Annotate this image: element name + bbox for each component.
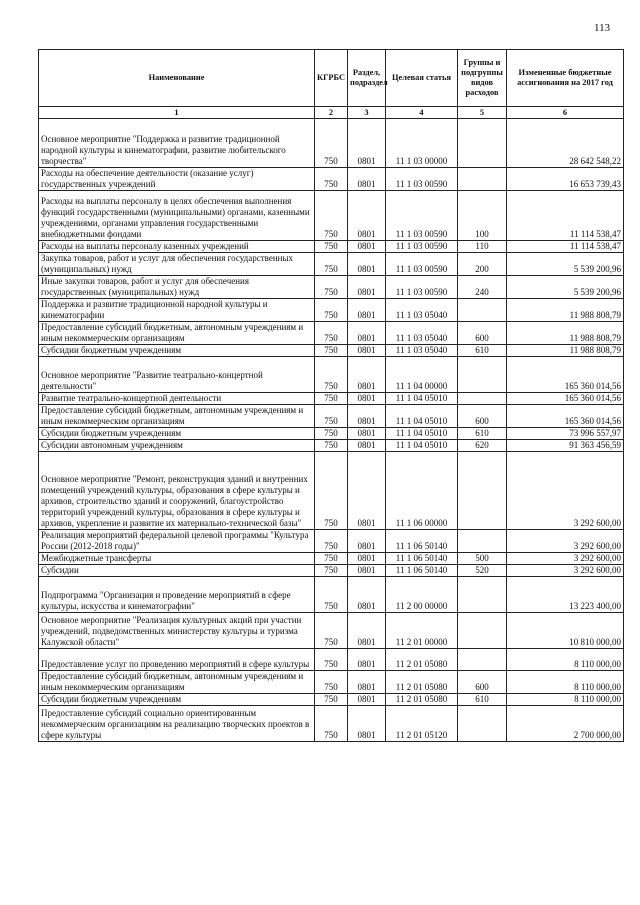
table-row	[39, 530, 624, 553]
row-name: Основное мероприятие "Реализация культурных акций при участии учреждений, подведомственных министерству культуры и туризма Калужской области"	[39, 613, 315, 649]
row-amount: 11 988 808,79	[507, 322, 624, 345]
row-amount: 28 642 548,22	[507, 119, 624, 168]
row-section: 0801	[348, 276, 386, 299]
row-amount: 11 114 538,47	[507, 191, 624, 241]
row-target: 11 1 03 00590	[386, 168, 458, 191]
row-name: Предоставление субсидий бюджетным, автономным учреждениям и иным некоммерческим организациям	[39, 405, 315, 428]
row-group: 520	[458, 565, 507, 577]
row-group	[458, 706, 507, 742]
row-section: 0801	[348, 428, 386, 440]
row-name: Поддержка и развитие традиционной народной культуры и кинематографии	[39, 299, 315, 322]
row-amount: 165 360 014,56	[507, 405, 624, 428]
row-kgrbs: 750	[315, 452, 348, 530]
row-kgrbs: 750	[315, 253, 348, 276]
table-row	[39, 706, 624, 742]
row-kgrbs: 750	[315, 613, 348, 649]
row-amount: 73 996 557,97	[507, 428, 624, 440]
row-kgrbs: 750	[315, 671, 348, 694]
table-row	[39, 393, 624, 405]
table-row	[39, 694, 624, 706]
table-row	[39, 553, 624, 565]
row-section: 0801	[348, 357, 386, 393]
row-group	[458, 649, 507, 671]
row-amount: 8 110 000,00	[507, 694, 624, 706]
row-target: 11 1 03 05040	[386, 345, 458, 357]
row-kgrbs: 750	[315, 393, 348, 405]
row-name: Предоставление субсидий социально ориентированным некоммерческим организациям на реализацию творческих проектов в сфере культуры	[39, 706, 315, 742]
row-section: 0801	[348, 530, 386, 553]
row-section: 0801	[348, 694, 386, 706]
row-section: 0801	[348, 405, 386, 428]
table-row	[39, 345, 624, 357]
row-amount: 165 360 014,56	[507, 357, 624, 393]
row-target: 11 1 03 05040	[386, 322, 458, 345]
row-group: 600	[458, 322, 507, 345]
row-name: Субсидии бюджетным учреждениям	[39, 345, 315, 357]
row-group	[458, 168, 507, 191]
row-group: 240	[458, 276, 507, 299]
row-group	[458, 452, 507, 530]
table-row	[39, 671, 624, 694]
row-amount: 11 988 808,79	[507, 345, 624, 357]
row-name: Расходы на выплаты персоналу казенных учреждений	[39, 241, 315, 253]
row-section: 0801	[348, 577, 386, 613]
row-name: Субсидии бюджетным учреждениям	[39, 428, 315, 440]
row-kgrbs: 750	[315, 357, 348, 393]
row-section: 0801	[348, 241, 386, 253]
row-group	[458, 530, 507, 553]
row-target: 11 1 04 05010	[386, 440, 458, 452]
row-group	[458, 577, 507, 613]
row-target: 11 1 06 50140	[386, 530, 458, 553]
row-kgrbs: 750	[315, 530, 348, 553]
row-section: 0801	[348, 253, 386, 276]
column-number-row	[39, 107, 624, 119]
row-section: 0801	[348, 345, 386, 357]
row-group: 610	[458, 694, 507, 706]
row-amount: 8 110 000,00	[507, 671, 624, 694]
header-name: Наименование	[39, 50, 315, 107]
row-target: 11 1 03 00590	[386, 191, 458, 241]
budget-table	[38, 49, 624, 742]
row-kgrbs: 750	[315, 119, 348, 168]
table-row	[39, 357, 624, 393]
row-target: 11 2 01 05080	[386, 694, 458, 706]
row-name: Закупка товаров, работ и услуг для обеспечения государственных (муниципальных) нужд	[39, 253, 315, 276]
table-row	[39, 613, 624, 649]
table-row	[39, 241, 624, 253]
row-name: Расходы на обеспечение деятельности (оказание услуг) государственных учреждений	[39, 168, 315, 191]
row-amount: 11 114 538,47	[507, 241, 624, 253]
column-number: 2	[315, 107, 348, 119]
table-row	[39, 276, 624, 299]
row-amount: 2 700 000,00	[507, 706, 624, 742]
row-name: Основное мероприятие "Развитие театрально-концертной деятельности"	[39, 357, 315, 393]
header-section: Раздел, подраздел	[348, 50, 386, 107]
row-kgrbs: 750	[315, 694, 348, 706]
row-kgrbs: 750	[315, 553, 348, 565]
table-row	[39, 168, 624, 191]
row-kgrbs: 750	[315, 706, 348, 742]
row-target: 11 2 00 00000	[386, 577, 458, 613]
row-section: 0801	[348, 393, 386, 405]
table-body	[39, 119, 624, 742]
row-target: 11 1 03 00590	[386, 253, 458, 276]
row-target: 11 1 04 05010	[386, 393, 458, 405]
row-target: 11 2 01 05080	[386, 671, 458, 694]
row-target: 11 1 03 05040	[386, 299, 458, 322]
row-amount: 10 810 000,00	[507, 613, 624, 649]
row-amount: 165 360 014,56	[507, 393, 624, 405]
row-name: Субсидии автономным учреждениям	[39, 440, 315, 452]
table-row	[39, 322, 624, 345]
row-group: 610	[458, 428, 507, 440]
row-group	[458, 299, 507, 322]
row-amount: 3 292 600,00	[507, 553, 624, 565]
row-amount: 91 363 456,59	[507, 440, 624, 452]
row-section: 0801	[348, 671, 386, 694]
column-number: 6	[507, 107, 624, 119]
row-name: Субсидии бюджетным учреждениям	[39, 694, 315, 706]
row-group: 110	[458, 241, 507, 253]
row-name: Расходы на выплаты персоналу в целях обеспечения выполнения функций государственными (муниципальными) органами, казенными учреждениями, органами управления государственными внебюджетными фондами	[39, 191, 315, 241]
row-name: Основное мероприятие "Поддержка и развитие традиционной народной культуры и кинематографии, развитие любительского творчества"	[39, 119, 315, 168]
row-target: 11 2 01 00000	[386, 613, 458, 649]
row-kgrbs: 750	[315, 577, 348, 613]
row-name: Реализация мероприятий федеральной целевой программы "Культура России (2012-2018 годы)"	[39, 530, 315, 553]
row-section: 0801	[348, 452, 386, 530]
row-name: Субсидии	[39, 565, 315, 577]
row-section: 0801	[348, 299, 386, 322]
header-kgrbs: КГРБС	[315, 50, 348, 107]
column-number: 1	[39, 107, 315, 119]
row-amount: 3 292 600,00	[507, 565, 624, 577]
row-kgrbs: 750	[315, 405, 348, 428]
table-row	[39, 299, 624, 322]
table-row	[39, 452, 624, 530]
column-number: 3	[348, 107, 386, 119]
row-group: 600	[458, 405, 507, 428]
row-section: 0801	[348, 191, 386, 241]
row-kgrbs: 750	[315, 345, 348, 357]
row-amount: 16 653 739,43	[507, 168, 624, 191]
row-kgrbs: 750	[315, 168, 348, 191]
row-amount: 13 223 400,00	[507, 577, 624, 613]
header-groups: Группы и подгруппы видов расходов	[458, 50, 507, 107]
row-kgrbs: 750	[315, 649, 348, 671]
row-section: 0801	[348, 322, 386, 345]
table-row	[39, 565, 624, 577]
row-group: 200	[458, 253, 507, 276]
row-amount: 3 292 600,00	[507, 530, 624, 553]
header-target: Целевая статья	[386, 50, 458, 107]
row-group: 600	[458, 671, 507, 694]
row-section: 0801	[348, 565, 386, 577]
row-kgrbs: 750	[315, 241, 348, 253]
column-number: 5	[458, 107, 507, 119]
table-row	[39, 440, 624, 452]
row-kgrbs: 750	[315, 428, 348, 440]
header-amount: Измененные бюджетные ассигнования на 2017 год	[507, 50, 624, 107]
row-section: 0801	[348, 706, 386, 742]
row-group	[458, 357, 507, 393]
row-group	[458, 393, 507, 405]
header-row	[39, 50, 624, 107]
column-number: 4	[386, 107, 458, 119]
row-name: Межбюджетные трансферты	[39, 553, 315, 565]
row-section: 0801	[348, 119, 386, 168]
row-amount: 11 988 808,79	[507, 299, 624, 322]
row-section: 0801	[348, 168, 386, 191]
table-row	[39, 191, 624, 241]
row-kgrbs: 750	[315, 299, 348, 322]
row-name: Предоставление услуг по проведению мероприятий в сфере культуры	[39, 649, 315, 671]
table-row	[39, 253, 624, 276]
row-target: 11 2 01 05080	[386, 649, 458, 671]
table-row	[39, 577, 624, 613]
row-target: 11 1 03 00590	[386, 241, 458, 253]
row-target: 11 1 04 05010	[386, 405, 458, 428]
row-section: 0801	[348, 613, 386, 649]
row-group	[458, 613, 507, 649]
row-name: Основное мероприятие "Ремонт, реконструкция зданий и внутренних помещений учреждений культуры, образования в сфере культуры и архивов, строительство зданий и сооружений, благоустройство территорий учреждений культуры, образования в сфере культуры и архивов, укрепление и развитие их материально-технической базы"	[39, 452, 315, 530]
row-group: 100	[458, 191, 507, 241]
row-kgrbs: 750	[315, 440, 348, 452]
table-row	[39, 428, 624, 440]
row-group: 610	[458, 345, 507, 357]
row-target: 11 1 03 00000	[386, 119, 458, 168]
row-target: 11 1 03 00590	[386, 276, 458, 299]
row-kgrbs: 750	[315, 191, 348, 241]
row-kgrbs: 750	[315, 565, 348, 577]
row-target: 11 1 06 50140	[386, 565, 458, 577]
row-group: 500	[458, 553, 507, 565]
row-target: 11 2 01 05120	[386, 706, 458, 742]
row-name: Развитие театрально-концертной деятельности	[39, 393, 315, 405]
row-amount: 5 539 200,96	[507, 253, 624, 276]
row-name: Предоставление субсидий бюджетным, автономным учреждениям и иным некоммерческим организациям	[39, 671, 315, 694]
table-row	[39, 119, 624, 168]
row-group	[458, 119, 507, 168]
page-number: 113	[594, 22, 611, 34]
table-row	[39, 649, 624, 671]
row-section: 0801	[348, 440, 386, 452]
row-amount: 3 292 600,00	[507, 452, 624, 530]
row-name: Иные закупки товаров, работ и услуг для обеспечения государственных (муниципальных) нужд	[39, 276, 315, 299]
row-amount: 5 539 200,96	[507, 276, 624, 299]
row-amount: 8 110 000,00	[507, 649, 624, 671]
row-target: 11 1 04 00000	[386, 357, 458, 393]
row-section: 0801	[348, 649, 386, 671]
row-target: 11 1 06 50140	[386, 553, 458, 565]
row-target: 11 1 04 05010	[386, 428, 458, 440]
row-name: Предоставление субсидий бюджетным, автономным учреждениям и иным некоммерческим организациям	[39, 322, 315, 345]
row-kgrbs: 750	[315, 276, 348, 299]
row-group: 620	[458, 440, 507, 452]
row-section: 0801	[348, 553, 386, 565]
table-row	[39, 405, 624, 428]
row-target: 11 1 06 00000	[386, 452, 458, 530]
row-name: Подпрограмма "Организация и проведение мероприятий в сфере культуры, искусства и кинематографии"	[39, 577, 315, 613]
row-kgrbs: 750	[315, 322, 348, 345]
